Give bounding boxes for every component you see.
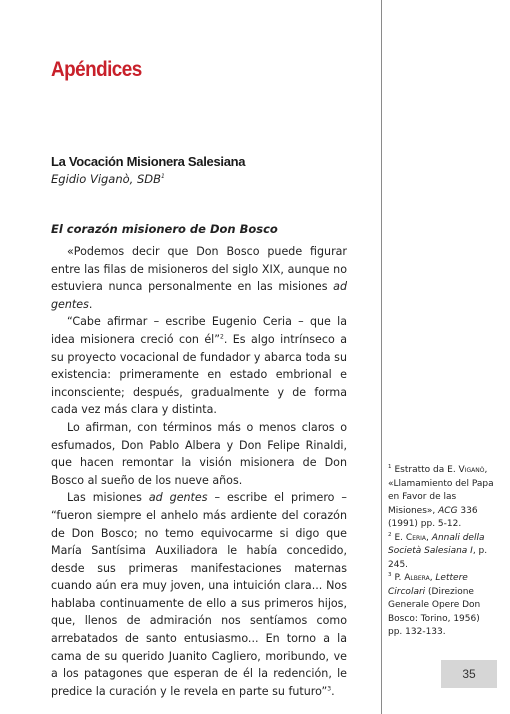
page-number-box xyxy=(441,660,497,688)
footnote-source: Lettere Circolari xyxy=(388,573,468,597)
column-divider xyxy=(381,0,382,714)
footnote-author: Ceria xyxy=(405,532,427,543)
paragraph-2: “Cabe afirmar – escribe Eugenio Ceria – que la idea misionera creció con él”$^2$. Es algo intrínseco a su proyecto vocacional de fundador y abarca toda su existencia: primeramente en estado embrional e inconsciente; después, gradualmente y de forma cada vez más clara y distinta. xyxy=(51,315,347,417)
footnote-2: $^2$ E. Ceria, Annali della Società Salesiana I, p. 245. xyxy=(388,531,488,570)
body-text xyxy=(51,243,347,700)
emphasis-ad-gentes: ad gentes xyxy=(148,491,208,505)
section-title: Apéndices xyxy=(51,58,142,81)
section-subheading: El corazón misionero de Don Bosco xyxy=(51,222,278,236)
emphasis-ad-gentes: ad gentes xyxy=(51,280,347,311)
footnote-ref-1[interactable]: 1 xyxy=(161,173,165,181)
article-author xyxy=(51,171,165,187)
footnote-source: Annali della Società Salesiana I xyxy=(388,532,485,556)
footnote-number: 3 xyxy=(388,572,392,578)
paragraph-4: Las misiones ad gentes – escribe el primero – “fueron siempre el anhelo más ardiente del corazón de Don Bosco; no temo equivocarme si digo que María Santísima Auxiliadora le había concedido, desde sus primeras manifestaciones maternas cuando aún era muy joven, una intuición clara... Nos hablaba continuamente de ello a sus primeros hijos, que, llenos de admiración nos sentíamos como arrebatados de santo entusiasmo... En torno a la cama de su querido Juanito Cagliero, moribundo, ve a los patagones que esperan de él la redención, le predice la curación y le revela en parte su futuro”$^3$. xyxy=(51,491,347,698)
paragraph-1: «Podemos decir que Don Bosco puede figurar entre las filas de misioneros del siglo XIX, aunque no estuviera nunca personalmente en las misiones ad gentes. xyxy=(51,245,347,311)
footnote-author: Albera xyxy=(404,573,430,583)
footnote-ref-2[interactable]: 2 xyxy=(220,333,224,341)
footnote-1: $^1$ Estratto da E. Viganò, «Llamamiento del Papa en Favor de las Misiones», ACG 336 (1991) pp. 5-12. xyxy=(388,464,494,529)
article-title: La Vocación Misionera Salesiana xyxy=(51,154,246,169)
footnote-3: $^3$ P. Albera, Lettere Circolari (Direzione Generale Opere Don Bosco: Torino, 1956) pp. 132-133. xyxy=(388,572,481,637)
footnote-source: ACG xyxy=(438,505,458,516)
footnote-number: 1 xyxy=(388,464,392,470)
paragraph-3: Lo afirman, con términos más o menos claros o esfumados, Don Pablo Albera y Don Felipe Rinaldi, que hacen remontar la visión misionera de Don Bosco al sueño de los nueve años. xyxy=(51,420,347,487)
page-number: 35 xyxy=(462,667,476,681)
author-name: Egidio Viganò, SDB xyxy=(51,172,162,186)
footnote-author: Viganò xyxy=(458,465,485,475)
footnote-ref-3[interactable]: 3 xyxy=(327,685,332,693)
footnote-number: 2 xyxy=(388,531,392,538)
footnotes xyxy=(388,464,494,640)
